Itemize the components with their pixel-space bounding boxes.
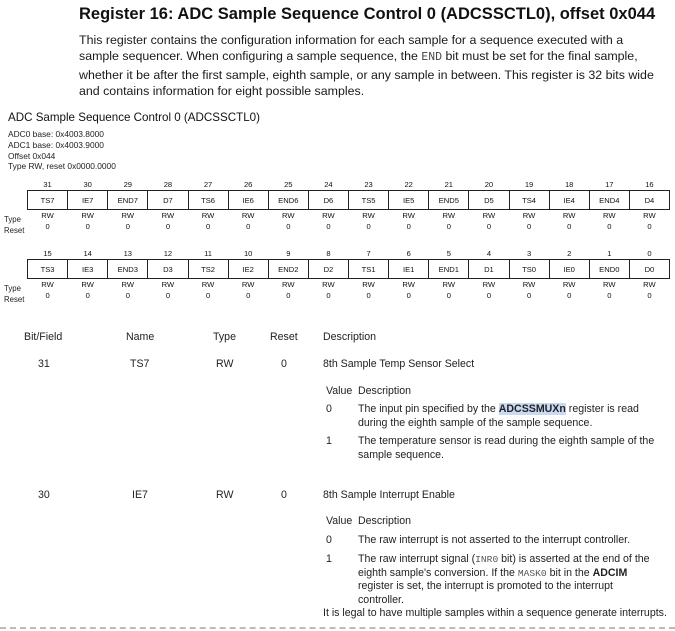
type-label-lower: Type bbox=[4, 284, 21, 293]
field-cell-26: IE6 bbox=[228, 191, 268, 210]
field-cell-1: END0 bbox=[589, 260, 629, 279]
field-cell-23: TS5 bbox=[349, 191, 389, 210]
field-reset-15: 0 bbox=[45, 291, 50, 300]
row30-desc-header: Description bbox=[358, 515, 411, 527]
row30-v1-b: bit) is asserted at the end of the eighth sample's conversion. If the bbox=[358, 553, 650, 579]
bit-number-21: 21 bbox=[444, 180, 454, 189]
bit-number-22: 22 bbox=[404, 180, 413, 189]
field-cell-4: D1 bbox=[469, 260, 509, 279]
field-type-29: RW bbox=[121, 211, 135, 220]
header-name: Name bbox=[126, 331, 155, 343]
field-reset-20: 0 bbox=[486, 222, 492, 231]
field-cell-21: END5 bbox=[429, 191, 469, 210]
header-description: Description bbox=[323, 331, 376, 343]
field-cell-25: END6 bbox=[268, 191, 308, 210]
row30-v1-desc bbox=[358, 553, 658, 607]
field-cell-14: IE3 bbox=[68, 260, 108, 279]
field-cell-29: END7 bbox=[108, 191, 148, 210]
row30-v0-desc: The raw interrupt is not asserted to the interrupt controller. bbox=[358, 534, 631, 546]
field-reset-7: 0 bbox=[366, 291, 371, 300]
bit-number-25: 25 bbox=[284, 180, 293, 189]
field-reset-18: 0 bbox=[567, 222, 572, 231]
field-cell-18: IE4 bbox=[549, 191, 589, 210]
bit-number-10: 10 bbox=[243, 249, 253, 258]
bit-number-8: 8 bbox=[326, 249, 331, 258]
row30-type: RW bbox=[216, 489, 234, 501]
row30-note: It is legal to have multiple samples within a sequence generate interrupts. bbox=[323, 607, 667, 619]
bit-number-4: 4 bbox=[486, 249, 492, 258]
field-reset-29: 0 bbox=[125, 222, 130, 231]
field-type-24: RW bbox=[322, 211, 335, 220]
row30-v1: 1 bbox=[326, 553, 332, 565]
field-cell-9: END2 bbox=[268, 260, 308, 279]
inr0-bit-name: INR0 bbox=[475, 554, 499, 565]
bit-number-30: 30 bbox=[83, 180, 92, 189]
field-cell-12: D3 bbox=[148, 260, 188, 279]
header-type: Type bbox=[213, 331, 236, 343]
reset-label-lower: Reset bbox=[4, 295, 25, 304]
bit-number-15: 15 bbox=[43, 249, 52, 258]
type-reset-summary: Type RW, reset 0x0000.0000 bbox=[8, 161, 116, 171]
field-cell-8: D2 bbox=[308, 260, 348, 279]
field-type-30: RW bbox=[81, 211, 94, 220]
row31-v1-desc: The temperature sensor is read during the eighth sample of the sample sequence. bbox=[358, 435, 655, 461]
field-cell-7: TS1 bbox=[349, 260, 389, 279]
field-reset-12: 0 bbox=[165, 291, 171, 300]
field-reset-14: 0 bbox=[85, 291, 90, 300]
field-type-22: RW bbox=[402, 211, 415, 220]
field-type-11: RW bbox=[201, 280, 215, 289]
field-reset-8: 0 bbox=[326, 291, 331, 300]
field-reset-30: 0 bbox=[85, 222, 90, 231]
field-type-18: RW bbox=[562, 211, 576, 220]
field-type-17: RW bbox=[603, 211, 616, 220]
row31-reset: 0 bbox=[281, 358, 287, 370]
field-reset-0: 0 bbox=[647, 291, 652, 300]
field-reset-13: 0 bbox=[125, 291, 130, 300]
field-cell-10: IE2 bbox=[228, 260, 268, 279]
row31-desc-header: Description bbox=[358, 385, 411, 397]
intro-text-2: bit must be set for the final sample, whether it be after the first sample, eighth sample, or any sample in between. This register is 32 bits wide and contains information for eight possible samples. bbox=[79, 49, 654, 98]
row31-type: RW bbox=[216, 358, 234, 370]
field-type-10: RW bbox=[241, 280, 255, 289]
field-cell-30: IE7 bbox=[68, 191, 108, 210]
field-reset-17: 0 bbox=[607, 222, 612, 231]
field-type-25: RW bbox=[282, 211, 295, 220]
field-cell-2: IE0 bbox=[549, 260, 589, 279]
field-type-23: RW bbox=[362, 211, 375, 220]
row30-v0: 0 bbox=[326, 534, 332, 546]
field-reset-31: 0 bbox=[45, 222, 50, 231]
bit-number-6: 6 bbox=[406, 249, 411, 258]
row31-v1: 1 bbox=[326, 435, 332, 447]
field-type-31: RW bbox=[41, 211, 54, 220]
field-cell-5: END1 bbox=[429, 260, 469, 279]
field-type-9: RW bbox=[282, 280, 295, 289]
field-reset-19: 0 bbox=[526, 222, 532, 231]
row30-bit: 30 bbox=[38, 489, 50, 501]
page-break-rule bbox=[0, 627, 675, 629]
field-cell-20: D5 bbox=[469, 191, 509, 210]
field-reset-11: 0 bbox=[205, 291, 211, 300]
field-type-28: RW bbox=[161, 211, 175, 220]
field-cell-0: D0 bbox=[629, 260, 669, 279]
row31-name: TS7 bbox=[130, 358, 150, 370]
adcim-register-name: ADCIM bbox=[592, 566, 628, 579]
field-cell-27: TS6 bbox=[188, 191, 228, 210]
field-reset-28: 0 bbox=[165, 222, 171, 231]
field-reset-1: 0 bbox=[607, 291, 612, 300]
adcssmux-link[interactable]: ADCSSMUXn bbox=[498, 403, 566, 415]
field-type-12: RW bbox=[161, 280, 175, 289]
bit-number-27: 27 bbox=[203, 180, 213, 189]
field-reset-2: 0 bbox=[567, 291, 572, 300]
bit-number-19: 19 bbox=[524, 180, 534, 189]
adc0-base: ADC0 base: 0x4003.8000 bbox=[8, 129, 104, 139]
field-cell-11: TS2 bbox=[188, 260, 228, 279]
field-type-5: RW bbox=[442, 280, 456, 289]
field-type-20: RW bbox=[482, 211, 496, 220]
bit-number-0: 0 bbox=[647, 249, 652, 258]
field-type-2: RW bbox=[562, 280, 576, 289]
bit-number-2: 2 bbox=[567, 249, 572, 258]
field-cell-24: D6 bbox=[308, 191, 348, 210]
row31-v0: 0 bbox=[326, 403, 332, 415]
field-type-0: RW bbox=[643, 280, 656, 289]
bit-number-26: 26 bbox=[243, 180, 253, 189]
bit-number-24: 24 bbox=[324, 180, 333, 189]
field-reset-6: 0 bbox=[406, 291, 411, 300]
field-cell-31: TS7 bbox=[28, 191, 68, 210]
field-reset-16: 0 bbox=[647, 222, 652, 231]
bit-number-3: 3 bbox=[526, 249, 532, 258]
field-reset-3: 0 bbox=[526, 291, 532, 300]
field-type-8: RW bbox=[322, 280, 335, 289]
field-type-26: RW bbox=[241, 211, 255, 220]
field-cell-19: TS4 bbox=[509, 191, 549, 210]
row30-summary: 8th Sample Interrupt Enable bbox=[323, 489, 455, 501]
row30-v1-c: bit in the bbox=[546, 566, 593, 579]
row31-value-header: Value bbox=[326, 385, 353, 397]
header-reset: Reset bbox=[270, 331, 298, 343]
field-cell-16: D4 bbox=[629, 191, 669, 210]
row31-v0-pre: The input pin specified by the bbox=[358, 403, 499, 415]
field-type-6: RW bbox=[402, 280, 415, 289]
bit-number-23: 23 bbox=[364, 180, 373, 189]
field-reset-24: 0 bbox=[326, 222, 331, 231]
field-type-27: RW bbox=[201, 211, 215, 220]
field-type-14: RW bbox=[81, 280, 94, 289]
field-type-13: RW bbox=[121, 280, 135, 289]
type-label-upper: Type bbox=[4, 215, 21, 224]
field-type-7: RW bbox=[362, 280, 375, 289]
bit-number-11: 11 bbox=[204, 249, 212, 258]
field-type-19: RW bbox=[522, 211, 536, 220]
field-cell-28: D7 bbox=[148, 191, 188, 210]
field-reset-25: 0 bbox=[286, 222, 291, 231]
intro-text-1: This register contains the configuration information for each sample for a sequence executed with a sample sequencer. When configuring a sample sequence, the bbox=[79, 33, 624, 64]
row31-summary: 8th Sample Temp Sensor Select bbox=[323, 358, 475, 370]
bit-number-20: 20 bbox=[484, 180, 494, 189]
row30-reset: 0 bbox=[281, 489, 287, 501]
field-type-4: RW bbox=[482, 280, 496, 289]
bit-number-28: 28 bbox=[163, 180, 173, 189]
bit-number-16: 16 bbox=[645, 180, 654, 189]
row30-v1-d: register is set, the interrupt is promoted to the interrupt controller. bbox=[358, 580, 613, 606]
bit-number-14: 14 bbox=[83, 249, 92, 258]
intro-paragraph bbox=[79, 32, 664, 99]
bit-number-7: 7 bbox=[366, 249, 371, 258]
field-reset-5: 0 bbox=[446, 291, 451, 300]
register-name: ADC Sample Sequence Control 0 (ADCSSCTL0) bbox=[8, 111, 260, 124]
field-reset-26: 0 bbox=[246, 222, 251, 231]
bit-number-5: 5 bbox=[446, 249, 451, 258]
field-reset-27: 0 bbox=[205, 222, 211, 231]
field-reset-9: 0 bbox=[286, 291, 291, 300]
field-type-3: RW bbox=[522, 280, 536, 289]
field-reset-4: 0 bbox=[486, 291, 492, 300]
row30-v1-a: The raw interrupt signal ( bbox=[358, 553, 476, 565]
row30-value-header: Value bbox=[326, 515, 353, 527]
row31-bit: 31 bbox=[38, 358, 50, 370]
bit-number-12: 12 bbox=[163, 249, 173, 258]
register-diagram-lower bbox=[27, 243, 670, 301]
field-reset-21: 0 bbox=[446, 222, 451, 231]
field-reset-22: 0 bbox=[406, 222, 411, 231]
field-cell-13: END3 bbox=[108, 260, 148, 279]
field-cell-15: TS3 bbox=[28, 260, 68, 279]
field-reset-23: 0 bbox=[366, 222, 371, 231]
end-bit-name: END bbox=[421, 51, 443, 65]
field-type-1: RW bbox=[603, 280, 616, 289]
bit-number-31: 31 bbox=[43, 180, 52, 189]
field-cell-6: IE1 bbox=[389, 260, 429, 279]
field-cell-22: IE5 bbox=[389, 191, 429, 210]
row31-v0-desc bbox=[358, 403, 658, 430]
row30-name: IE7 bbox=[132, 489, 148, 501]
field-cell-17: END4 bbox=[589, 191, 629, 210]
field-type-21: RW bbox=[442, 211, 456, 220]
mask0-bit-name: MASK0 bbox=[517, 567, 547, 579]
header-bitfield: Bit/Field bbox=[24, 331, 63, 343]
field-cell-3: TS0 bbox=[509, 260, 549, 279]
register-offset: Offset 0x044 bbox=[8, 151, 56, 161]
bit-number-29: 29 bbox=[123, 180, 133, 189]
reset-label-upper: Reset bbox=[4, 226, 25, 235]
adc1-base: ADC1 base: 0x4003.9000 bbox=[8, 140, 104, 150]
bit-number-17: 17 bbox=[605, 180, 614, 189]
field-type-16: RW bbox=[643, 211, 656, 220]
page-title: Register 16: ADC Sample Sequence Control 0 (ADCSSCTL0), offset 0x044 bbox=[79, 5, 656, 23]
field-reset-10: 0 bbox=[246, 291, 251, 300]
bit-number-9: 9 bbox=[286, 249, 291, 258]
bit-number-1: 1 bbox=[607, 249, 612, 258]
register-diagram-upper bbox=[27, 174, 670, 232]
bit-number-13: 13 bbox=[123, 249, 133, 258]
bit-number-18: 18 bbox=[564, 180, 574, 189]
field-type-15: RW bbox=[41, 280, 54, 289]
row31-v0-post: register is read during the eighth sample of the sample sequence. bbox=[358, 403, 639, 429]
